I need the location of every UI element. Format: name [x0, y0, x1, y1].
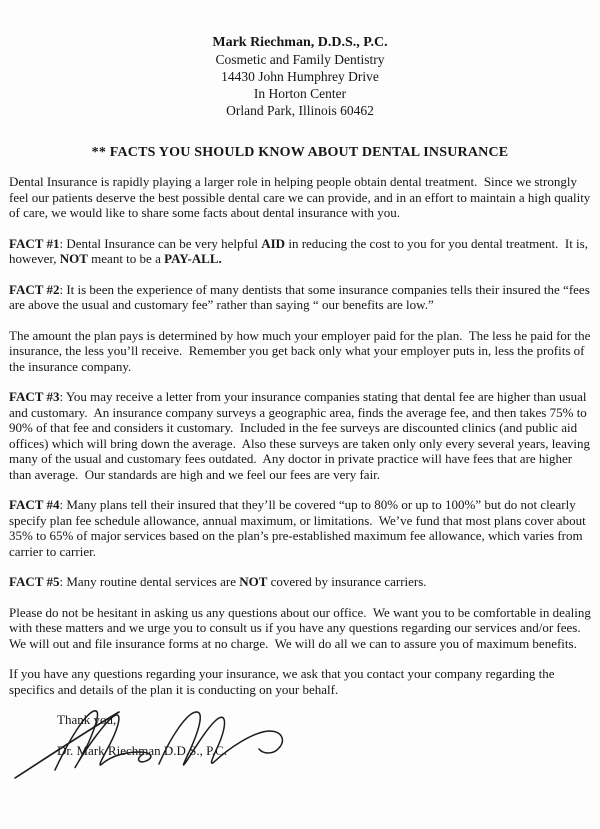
intro-text: Dental Insurance is rapidly playing a larger role in helping people obtain dental treatment. Since we strongly feel our patients deserve the best possible dental care we can provide, and in an effort to maintain a high quality of care, we would like to share some facts about dental insurance with you.: [9, 174, 594, 220]
office-text: Please do not be hesitant in asking us any questions about our office. We want you to be comfortable in dealing with these matters and we urge you to consult us if you have any questions regarding our services and/or fees. We will out and file insurance forms at no charge. We will do all we can to assure you of maximum benefits.: [9, 604, 595, 651]
letter-body: [0, 174, 600, 758]
fact-3-paragraph: [9, 389, 594, 482]
letterhead-line-street: 14430 John Humphrey Drive: [221, 69, 379, 84]
letterhead: [0, 0, 600, 119]
fact-5-paragraph: [9, 574, 591, 590]
closing-block: [57, 712, 591, 758]
document-title: ** FACTS YOU SHOULD KNOW ABOUT DENTAL INSURANCE: [91, 145, 509, 160]
fact-4-paragraph: [9, 497, 591, 559]
contact-text: If you have any questions regarding your insurance, we ask that you contact your company regarding the specifics and details of the plan it is conducting on your behalf.: [9, 666, 558, 697]
plan-pays-text: The amount the plan pays is determined by how much your employer paid for the plan. The less he paid for the insurance, the less you’ll receive. Remember you get back only what your employer puts in, less the profits of the insurance company.: [9, 327, 594, 374]
fact-3-text: : You may receive a letter from your insurance companies stating that dental fee are higher than usual and customary. An insurance company surveys a geographic area, finds the average fee, and then takes 75% to 90% of that fee and considers it customary. Included in the fee surveys are discounted clinics (and public aid offices) which will bring down the average. Also these surveys are taken only only every several years, leaving many of the usual and customary fees outdated. Any doctor in private practice will have fees that are higher than average. Our standards are high and we feel our fees are very fair.: [9, 389, 594, 482]
fact-1-paragraph: [9, 236, 591, 267]
fact-2-paragraph: [9, 282, 591, 313]
fact-5-segment: : Many routine dental services are: [59, 574, 240, 589]
closing-salutation: Thank you,: [57, 712, 117, 727]
letterhead-line-city: Orland Park, Illinois 60462: [226, 103, 374, 118]
contact-paragraph: [9, 666, 591, 697]
fact-3-label: FACT #3: [9, 389, 60, 404]
fact-1-bold-not: NOT: [59, 251, 88, 266]
fact-4-label: FACT #4: [9, 497, 60, 512]
signature-name: Dr. Mark Riechman D.D.S., P.C.: [57, 742, 228, 758]
practice-name: Mark Riechman, D.D.S., P.C.: [212, 35, 388, 50]
fact-1-segment: meant to be a: [87, 251, 165, 266]
fact-2-text: : It is been the experience of many dentists that some insurance companies tells their insured the “fees are above the usual and customary fee” rather than saying “ our benefits are low.”: [9, 281, 593, 312]
letterhead-line-specialty: Cosmetic and Family Dentistry: [215, 52, 385, 67]
plan-pays-paragraph: [9, 327, 594, 375]
office-paragraph: [9, 604, 595, 652]
fact-1-bold-aid: AID: [261, 235, 286, 251]
letterhead-line-building: In Horton Center: [253, 86, 347, 101]
fact-1-segment: in reducing the cost to you for you dental treatment. It is, however,: [9, 235, 592, 266]
fact-1-segment: : Dental Insurance can be very helpful: [59, 235, 262, 251]
fact-5-bold-not: NOT: [239, 574, 268, 589]
fact-1-bold-payall: PAY-ALL.: [164, 251, 222, 266]
fact-4-text: : Many plans tell their insured that they’ll be covered “up to 80% or up to 100%” but do not clearly specify plan fee schedule allowance, annual maximum, or limitations. We’ve fund that most plans cover about 35% to 65% of major services based on the plan’s pre-established maximum fee allowance, which varies from carrier to carrier.: [9, 497, 589, 559]
intro-paragraph: [9, 174, 594, 221]
fact-2-label: FACT #2: [9, 281, 60, 297]
fact-1-label: FACT #1: [9, 235, 60, 251]
fact-5-segment: covered by insurance carriers.: [267, 574, 427, 589]
fact-5-label: FACT #5: [9, 574, 60, 589]
